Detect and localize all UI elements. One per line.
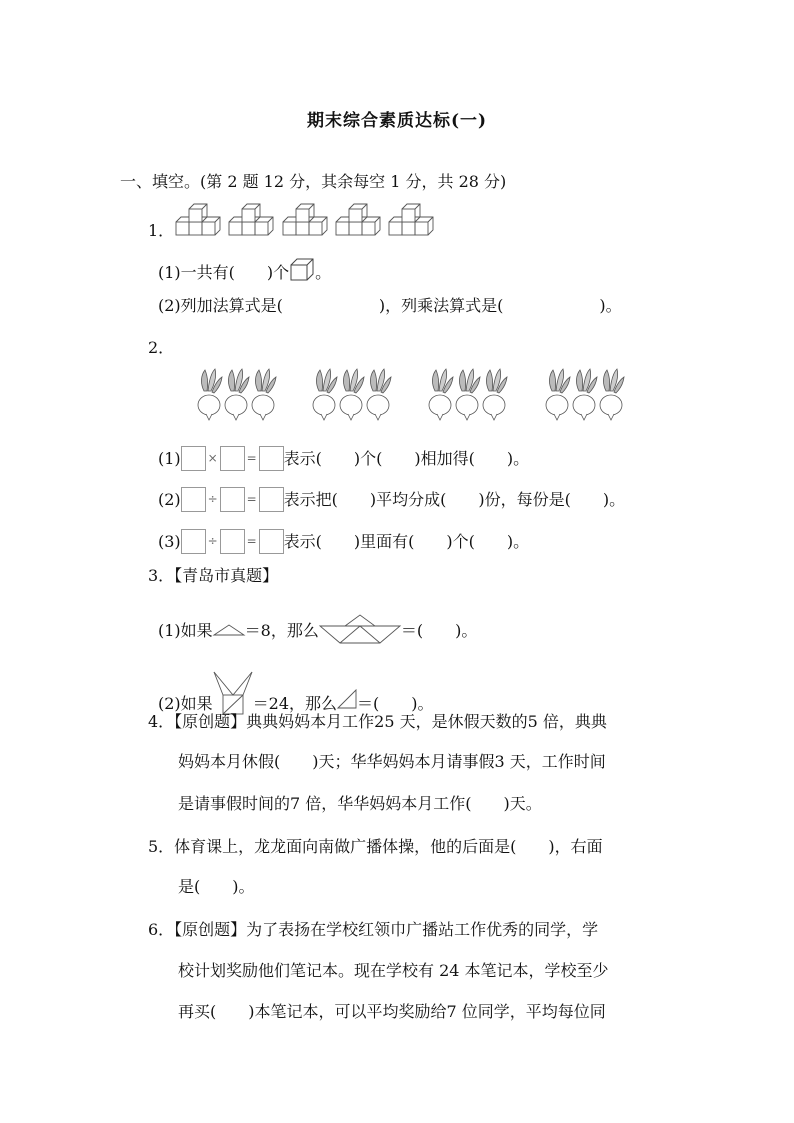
q2-part2-label: (2) [158,490,181,509]
q2-part2 [158,487,625,512]
triangle-icon [213,624,245,636]
equals-sign: = [246,451,257,465]
divide-sign: ÷ [207,492,218,506]
section-heading: 一、填空。(第 2 题 12 分，其余每空 1 分，共 28 分) [120,172,507,191]
answer-box[interactable] [220,487,245,512]
shape-figure-icon [213,671,253,715]
q5-line2: 是( )。 [178,877,255,896]
q2-part3-text: 表示( )里面有( )个( )。 [283,532,530,551]
q2-part1-label: (1) [158,449,181,468]
q2-part3 [158,529,529,554]
divide-sign: ÷ [207,534,218,548]
q2-part2-text: 表示把( )平均分成( )份，每份是( )。 [283,490,626,509]
q1-part1-text: (1)一共有( )个 [158,263,290,282]
q2-number: 2． [148,338,175,357]
q1-part2: (2)列加法算式是( )，列乘法算式是( )。 [158,296,622,315]
q1-number: 1． [148,221,175,240]
q4-line3: 是请事假时间的7 倍，华华妈妈本月工作( )天。 [178,794,542,813]
q6-line1: 6．【原创题】为了表扬在学校红领巾广播站工作优秀的同学，学 [148,920,599,939]
answer-box[interactable] [181,529,206,554]
q1-part1-suffix: 。 [315,263,332,282]
equals-sign: = [246,534,257,548]
q5-line1: 5．体育课上，龙龙面向南做广播体操，他的后面是( )，右面 [148,837,603,856]
q2-part1 [158,446,529,471]
q2-part1-text: 表示( )个( )相加得( )。 [283,449,530,468]
q3-number: 3．【青岛市真题】 [148,566,279,585]
q3-part2-mid: ＝24，那么 [252,694,338,713]
answer-box[interactable] [181,487,206,512]
q4-line2: 妈妈本月休假( )天；华华妈妈本月请事假3 天，工作时间 [178,752,606,771]
q3-part2-prefix: (2)如果 [158,694,213,713]
answer-box[interactable] [220,446,245,471]
answer-box[interactable] [181,446,206,471]
equals-sign: = [246,492,257,506]
q3-part1-prefix: (1)如果 [158,621,213,640]
q3-part1 [158,614,477,644]
times-sign: × [207,451,218,465]
q3-part2 [158,671,434,715]
answer-box[interactable] [259,446,284,471]
q4-line1: 4．【原创题】典典妈妈本月工作25 天，是休假天数的5 倍，典典 [148,712,607,731]
boat-shape-icon [319,614,401,644]
answer-box[interactable] [220,529,245,554]
q3-part1-suffix: ＝( )。 [400,621,478,640]
q6-line3: 再买( )本笔记本，可以平均奖励给7 位同学，平均每位同 [178,1002,606,1021]
answer-box[interactable] [259,487,284,512]
q3-part1-mid: ＝8，那么 [244,621,319,640]
page-title: 期末综合素质达标(一) [306,111,488,131]
answer-box[interactable] [259,529,284,554]
q3-part2-suffix: ＝( )。 [357,694,434,713]
right-triangle-icon [337,689,357,709]
q2-part3-label: (3) [158,532,181,551]
q6-line2: 校计划奖励他们笔记本。现在学校有 24 本笔记本，学校至少 [178,961,609,980]
